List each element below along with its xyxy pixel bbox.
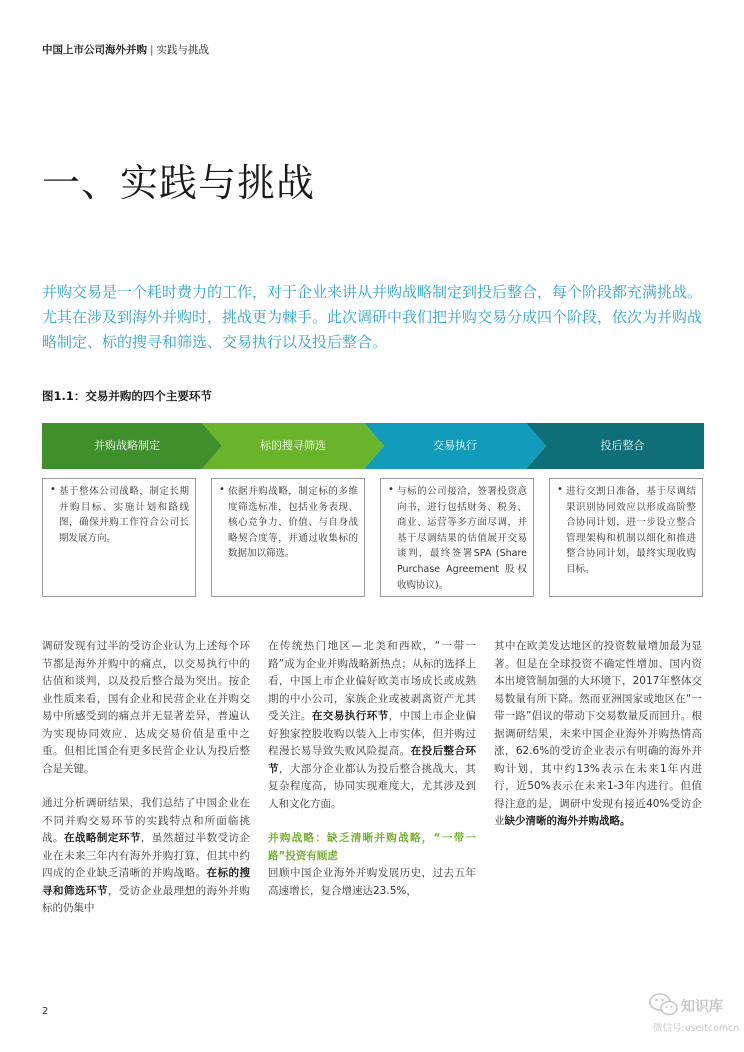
paragraph — [494, 638, 702, 831]
step-description: 依据并购战略，制定标的多维度筛选标准，包括业务表现、核心竞争力、价值、与自身战略契合度等，并通过收集标的数据加以筛选。 — [228, 486, 358, 560]
bold-run: 在交易执行环节 — [311, 710, 389, 722]
process-chevrons — [42, 423, 704, 469]
body-column-2 — [268, 638, 476, 917]
chevron-label-2: 标的搜寻筛选 — [260, 439, 326, 452]
body-column-3 — [494, 638, 702, 848]
paragraph — [268, 638, 476, 813]
watermark-subtitle: 微信号:useitcomcn — [653, 1023, 740, 1034]
text-run: ，受访企业最理想的海外并购标的仍集中 — [42, 884, 251, 914]
page-number: 2 — [42, 1006, 49, 1017]
text-run: 通过分析调研结果，我们总结了中国企业在不同并购交易环节的实践特点和所面临挑战。 — [42, 797, 250, 844]
step-box-strategy — [42, 478, 196, 597]
figure-title: 图1.1：交易并购的四个主要环节 — [42, 389, 212, 403]
intro-paragraph: 并购交易是一个耗时费力的工作，对于企业来讲从并购战略制定到投后整合，每个阶段都充满挑战。尤其在涉及到海外并购时，挑战更为棘手。此次调研中我们把并购交易分成四个阶段，依次为并购战略制定、标的搜寻和筛选、交易执行以及投后整合。 — [42, 283, 703, 351]
step-description: 进行交割日准备，基于尽调结果识别协同效应以形成高阶整合协同计划，进一步设立整合管理架构和机制以细化和推进整合协同计划，最终实现收购目标。 — [566, 486, 696, 575]
bold-run: 在标的搜寻和筛选环节 — [42, 867, 251, 897]
watermark — [645, 990, 741, 1040]
chevron-label-3: 交易执行 — [433, 439, 477, 452]
step-description: 基于整体公司战略，制定长期并购目标、实施计划和路线图，确保并购工作符合公司长期发展方向。 — [59, 486, 189, 544]
bold-run: 在战略制定环节 — [63, 832, 141, 844]
text-run: 其中在欧美发达地区的投资数量增加最为显著。但是在全球投资不确定性增加、国内资本出境管制加强的大环境下，2017年整体交易数量有所下降。然而亚洲国家或地区在“一带一路”倡议的带动下交易数量反而回升。根据调研结果，未来中国企业海外并购热情高涨，62.6%的受访企业表示有明确的海外并购计划，其中约13%表示在未来1年内进行，近50%表示在未来1-3年内进行。但值得注意的是，调研中发现有接近40%受访企业 — [494, 640, 702, 827]
step-box-execution — [380, 478, 534, 597]
text-run: ，大部分企业都认为投后整合挑战大，其复杂程度高，协同实现难度大，尤其涉及到人和文化方面。 — [268, 762, 477, 810]
step-box-target-search — [211, 478, 365, 597]
bold-run: 缺少清晰的海外并购战略。 — [504, 815, 631, 827]
text-run: ，虽然超过半数受访企业在未来三年内有海外并购打算，但其中约四成的企业缺乏清晰的并购战略。 — [42, 832, 251, 879]
section-subheading: 并购战略：缺乏清晰并购战略，“一带一路”投资有顾虑 — [268, 832, 476, 862]
bullet: • — [557, 484, 563, 495]
watermark-name: 知识库 — [681, 999, 723, 1015]
bold-run: 在投后整合环节 — [268, 745, 477, 775]
chevron-label-4: 投后整合 — [600, 439, 645, 452]
paragraph: 回顾中国企业海外并购发展历史，过去五年高速增长，复合增速达23.5%， — [268, 867, 476, 897]
step-box-integration — [549, 478, 703, 597]
paragraph: 调研发现有过半的受访企业认为上述每个环节都是海外并购中的痛点，以交易执行中的估值和谈判，以及投后整合最为突出。按企业性质来看，国有企业和民营企业在并购交易中所感受到的痛点并无显著差异，普遍认为实现协同效应、达成交易价值是重中之重。但相比国企有更多民营企业认为投后整合是关键。 — [42, 640, 250, 775]
chevron-label-1: 并购战略制定 — [94, 439, 160, 452]
paragraph — [42, 795, 250, 918]
step-description: 与标的公司接洽，签署投资意向书，进行包括财务、税务、商业、运营等多方面尽调，并基于尽调结果的估值展开交易谈判，最终签署SPA (Share Purchase Agreement 股权收购协议)。 — [397, 486, 527, 591]
text-run: ，中国上市企业偏好独家控股收购以装入上市实体，但并购过程漫长易导致失败风险提高。 — [268, 710, 477, 757]
header-separator: | — [150, 44, 154, 56]
header-section: 实践与挑战 — [156, 44, 210, 56]
body-column-1 — [42, 638, 250, 935]
page-title: 一、实践与挑战 — [42, 161, 316, 205]
header-doc-title: 中国上市公司海外并购 — [42, 44, 147, 56]
text-run: 在传统热门地区—北美和西欧，“一带一路”成为企业并购战略新热点；从标的选择上看，中国上市企业偏好欧美市场成长或成熟期的中小公司，家族企业或被剥离资产尤其受关注。 — [268, 640, 476, 722]
wechat-icon — [649, 992, 679, 1018]
running-header — [42, 42, 209, 57]
bullet: • — [388, 484, 394, 495]
bullet: • — [50, 484, 56, 495]
bullet: • — [219, 484, 225, 495]
